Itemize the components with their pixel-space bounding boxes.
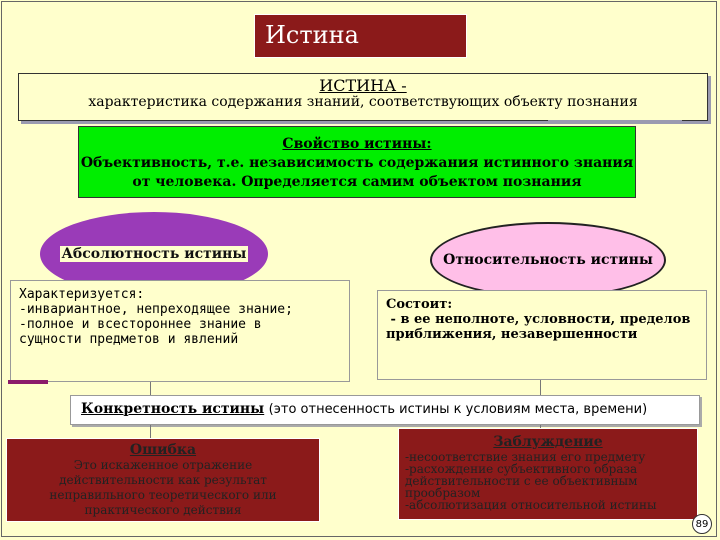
connector-line	[150, 382, 151, 396]
delusion-line: -абсолютизация относительной истины	[405, 498, 657, 512]
absolute-line: сущности предметов и явлений	[19, 332, 239, 347]
delusion-line: -расхождение субъективного образа	[405, 462, 638, 476]
property-box	[78, 126, 636, 198]
error-line: действительности как результат	[59, 473, 267, 487]
error-heading: Ошибка	[129, 442, 197, 458]
absolute-line: -инвариантное, непреходящее знание;	[19, 302, 293, 317]
delusion-line: -несоответствие знания его предмету	[405, 450, 646, 464]
relative-truth-description	[377, 290, 707, 380]
relative-line: Состоит:	[386, 297, 453, 312]
truth-definition-box	[18, 73, 708, 121]
absolute-truth-description	[10, 280, 350, 382]
page-number-badge: 89	[692, 514, 712, 534]
property-line-2: от человека. Определяется самим объектом познания	[132, 174, 582, 190]
delusion-box	[398, 428, 698, 520]
error-box	[6, 438, 320, 522]
concreteness-text: (это отнесенность истины к условиям места, времени)	[268, 402, 648, 417]
delusion-heading: Заблуждение	[493, 434, 603, 450]
absolute-truth-label: Абсолютность истины	[61, 246, 247, 262]
definition-heading: ИСТИНА -	[319, 76, 407, 95]
relative-line: - в ее неполноте, условности, пределов	[386, 312, 691, 327]
delusion-line: действительности с ее объективным	[405, 474, 638, 488]
connector-line	[540, 380, 541, 396]
concreteness-box	[70, 395, 700, 425]
error-line: неправильного теоретического или	[49, 488, 277, 502]
absolute-line: Характеризуется:	[19, 287, 145, 302]
connector-line	[150, 425, 151, 438]
slide-title: Истина	[254, 14, 467, 58]
relative-truth-oval	[430, 222, 666, 298]
error-line: практического действия	[84, 503, 242, 517]
property-heading: Свойство истины:	[282, 136, 432, 152]
absolute-line: -полное и всестороннее знание в	[19, 317, 262, 332]
relative-line: приближения, незавершенности	[386, 327, 638, 342]
decorative-bar	[8, 380, 48, 384]
definition-text: характеристика содержания знаний, соответствующих объекту познания	[88, 94, 638, 110]
property-line-1: Объективность, т.е. независимость содержания истинного знания	[80, 155, 634, 171]
decorative-bar	[548, 120, 682, 124]
relative-truth-label: Относительность истины	[443, 252, 653, 268]
delusion-line: прообразом	[405, 486, 481, 500]
error-line: Это искаженное отражение	[73, 458, 253, 472]
concreteness-heading: Конкретность истины	[81, 401, 265, 417]
